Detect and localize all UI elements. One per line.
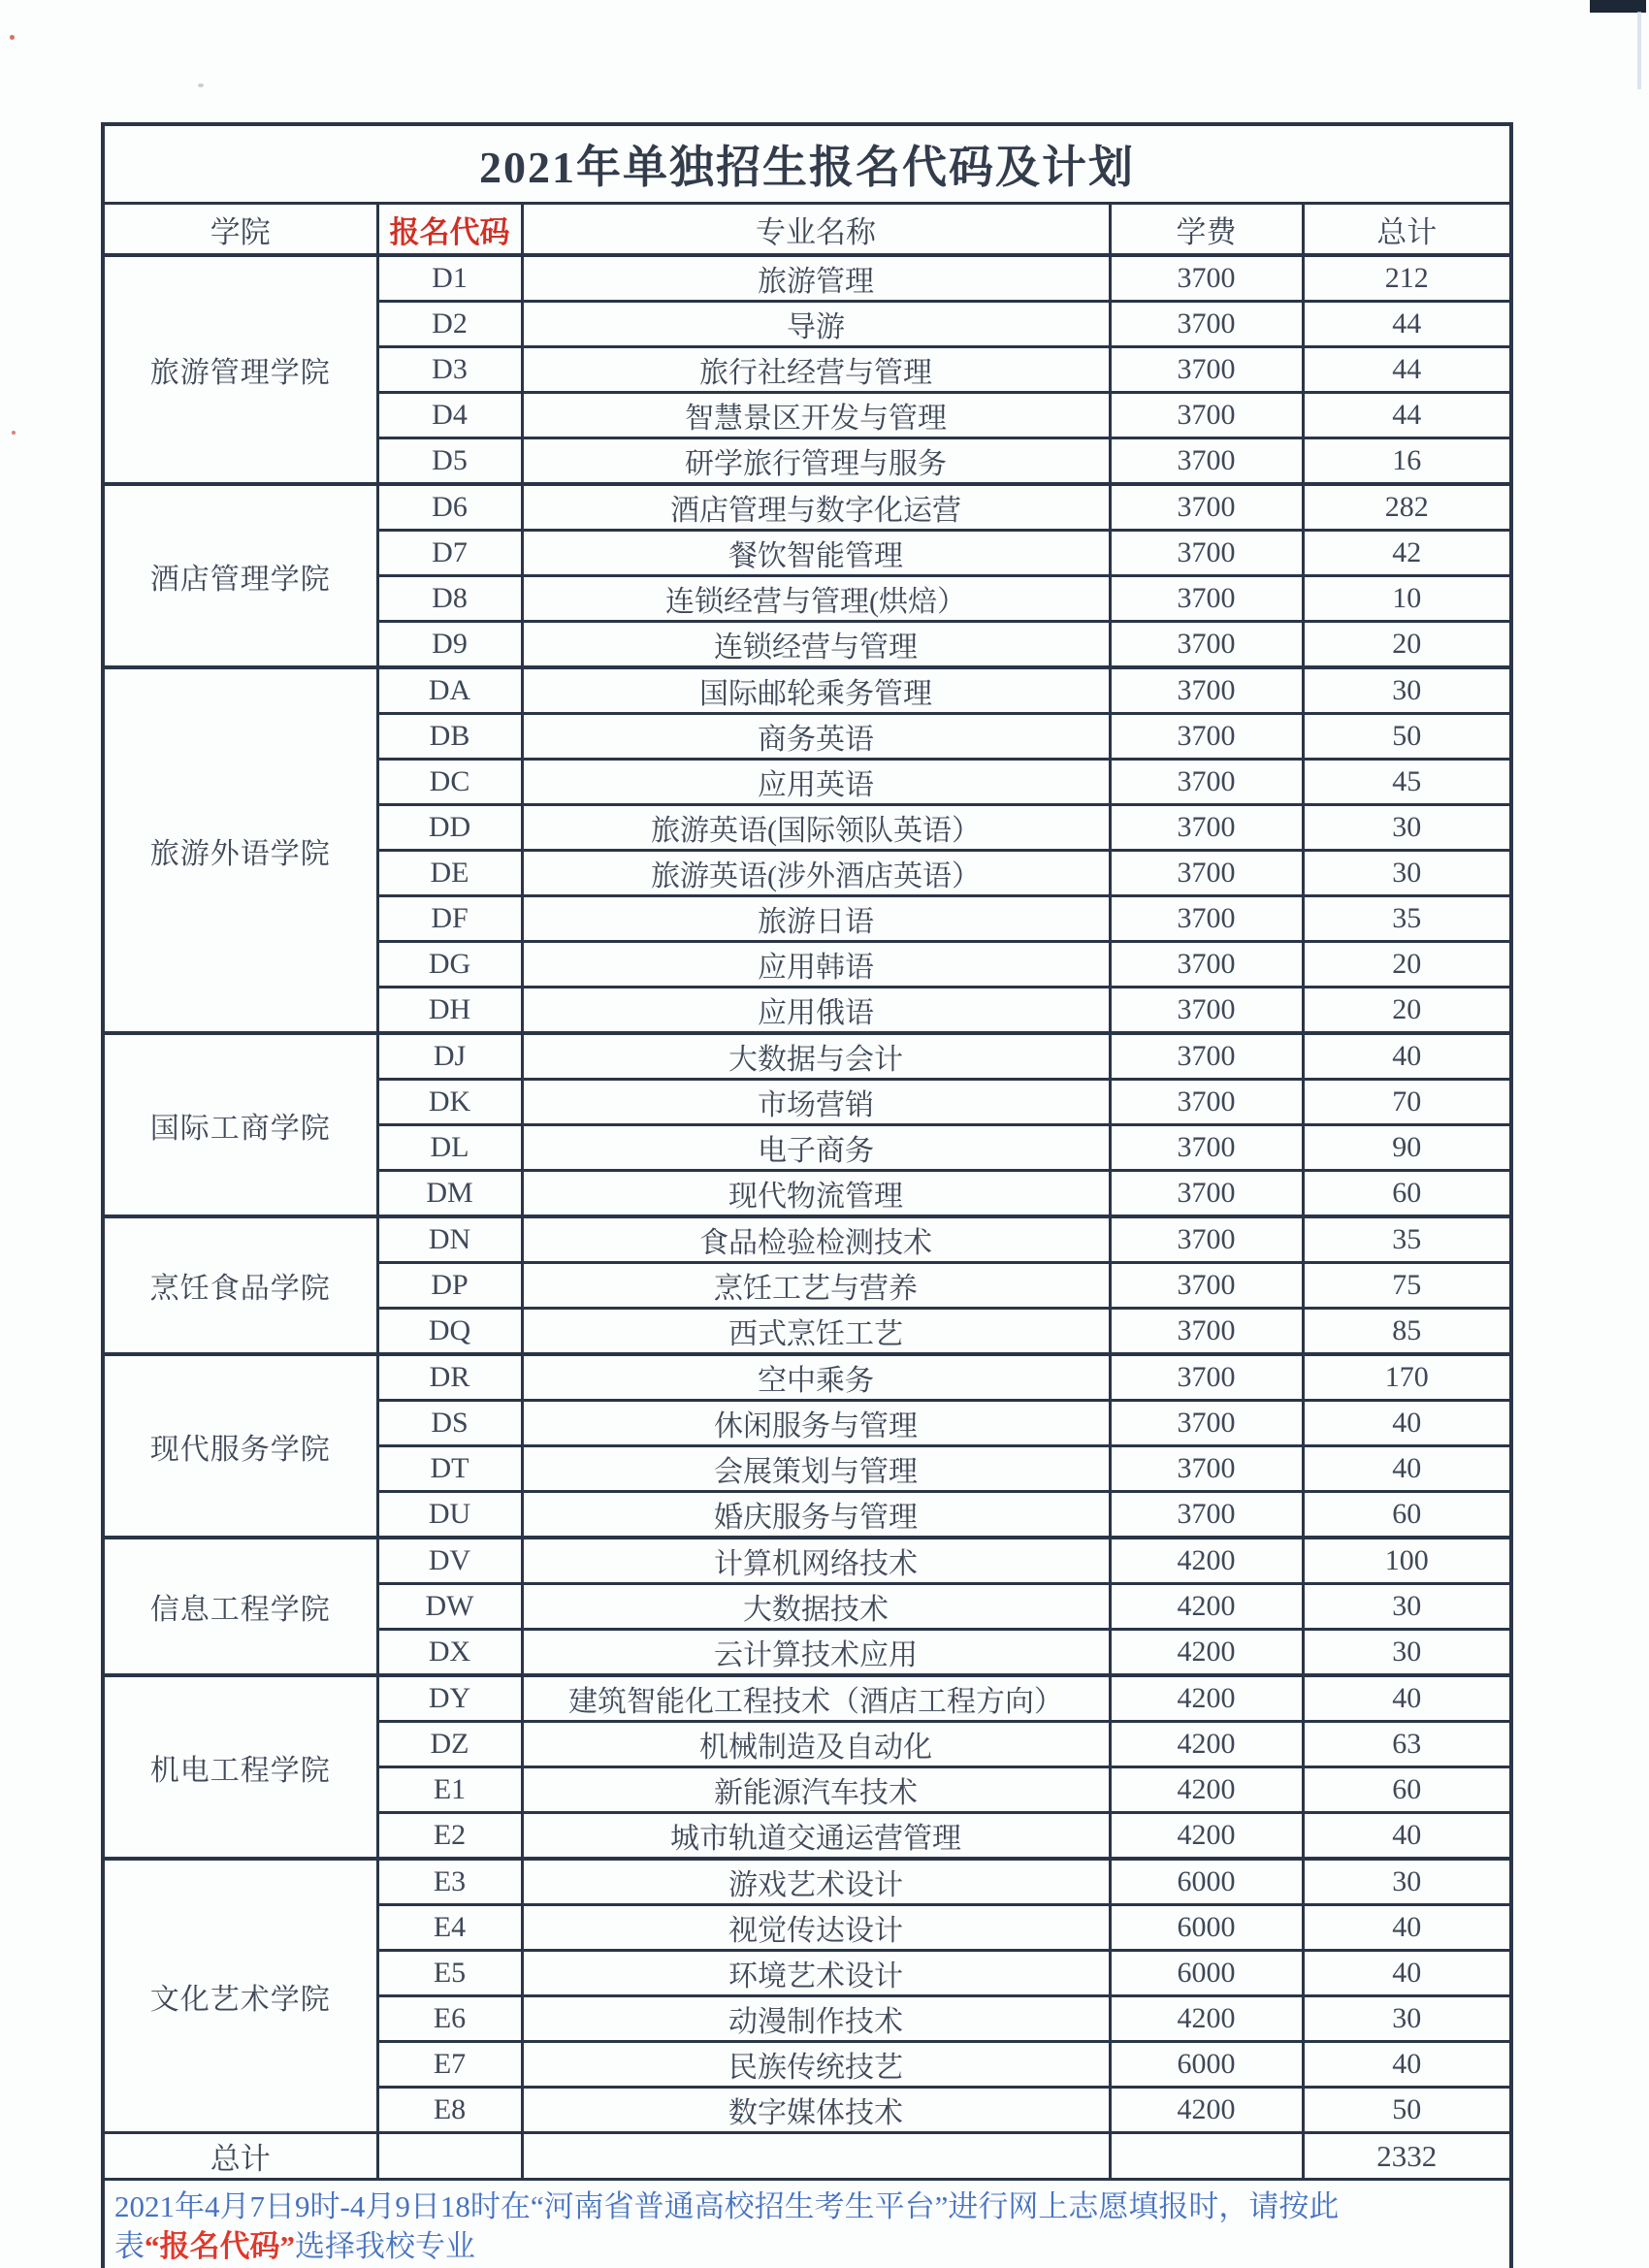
page-title: 2021年单独招生报名代码及计划	[103, 124, 1511, 204]
tuition-cell: 3700	[1110, 942, 1303, 988]
major-cell: 西式烹饪工艺	[522, 1309, 1110, 1355]
header-row	[103, 204, 1511, 256]
major-cell: 旅游英语(国际领队英语）	[522, 805, 1110, 851]
major-cell: 旅游英语(涉外酒店英语）	[522, 851, 1110, 896]
code-cell: DQ	[377, 1309, 522, 1355]
plan-cell: 60	[1303, 1492, 1511, 1539]
tuition-cell: 6000	[1110, 1905, 1303, 1951]
tuition-cell: 3700	[1110, 255, 1303, 302]
plan-cell: 212	[1303, 255, 1511, 302]
column-header-major: 专业名称	[522, 204, 1110, 256]
plan-cell: 30	[1303, 805, 1511, 851]
code-cell: DT	[377, 1446, 522, 1492]
tuition-cell: 3700	[1110, 1446, 1303, 1492]
college-cell: 文化艺术学院	[103, 1859, 377, 2133]
note-line2-prefix: 表	[114, 2229, 145, 2263]
tuition-cell: 3700	[1110, 1171, 1303, 1217]
code-cell: E1	[377, 1767, 522, 1813]
tuition-cell: 4200	[1110, 1630, 1303, 1676]
major-cell: 食品检验检测技术	[522, 1216, 1110, 1263]
tuition-cell: 6000	[1110, 1859, 1303, 1905]
column-header-total: 总计	[1303, 204, 1511, 256]
tuition-cell: 6000	[1110, 1951, 1303, 1996]
college-cell: 烹饪食品学院	[103, 1216, 377, 1354]
major-cell: 国际邮轮乘务管理	[522, 667, 1110, 714]
tuition-cell: 3700	[1110, 1354, 1303, 1401]
plan-cell: 20	[1303, 988, 1511, 1034]
college-cell: 现代服务学院	[103, 1354, 377, 1538]
code-cell: DS	[377, 1401, 522, 1446]
tuition-cell: 6000	[1110, 2042, 1303, 2088]
code-cell: DC	[377, 760, 522, 805]
table-row	[103, 1216, 1511, 1263]
major-cell: 电子商务	[522, 1125, 1110, 1171]
summary-total-value: 2332	[1303, 2133, 1511, 2180]
plan-cell: 40	[1303, 1951, 1511, 1996]
tuition-cell: 4200	[1110, 1996, 1303, 2042]
code-cell: D8	[377, 576, 522, 622]
plan-cell: 30	[1303, 851, 1511, 896]
code-cell: DY	[377, 1675, 522, 1722]
plan-cell: 90	[1303, 1125, 1511, 1171]
code-cell: E6	[377, 1996, 522, 2042]
tuition-cell: 4200	[1110, 2088, 1303, 2133]
tuition-cell: 3700	[1110, 988, 1303, 1034]
code-cell: E3	[377, 1859, 522, 1905]
title-row	[103, 124, 1511, 204]
code-cell: D7	[377, 531, 522, 576]
major-cell: 游戏艺术设计	[522, 1859, 1110, 1905]
tuition-cell: 3700	[1110, 805, 1303, 851]
major-cell: 应用英语	[522, 760, 1110, 805]
tuition-cell: 3700	[1110, 302, 1303, 347]
code-cell: DX	[377, 1630, 522, 1676]
plan-cell: 100	[1303, 1538, 1511, 1584]
major-cell: 智慧景区开发与管理	[522, 393, 1110, 438]
major-cell: 旅游日语	[522, 896, 1110, 942]
plan-cell: 40	[1303, 1675, 1511, 1722]
tuition-cell: 3700	[1110, 576, 1303, 622]
tuition-cell: 3700	[1110, 531, 1303, 576]
plan-cell: 50	[1303, 2088, 1511, 2133]
note-row	[103, 2180, 1511, 2268]
plan-cell: 35	[1303, 1216, 1511, 1263]
code-cell: DB	[377, 714, 522, 760]
plan-cell: 85	[1303, 1309, 1511, 1355]
plan-cell: 40	[1303, 1446, 1511, 1492]
plan-cell: 42	[1303, 531, 1511, 576]
table-row	[103, 1354, 1511, 1401]
summary-empty-major	[522, 2133, 1110, 2180]
plan-cell: 30	[1303, 667, 1511, 714]
code-cell: D5	[377, 438, 522, 485]
plan-cell: 20	[1303, 942, 1511, 988]
summary-label: 总计	[103, 2133, 377, 2180]
tuition-cell: 4200	[1110, 1538, 1303, 1584]
note-line-2	[114, 2226, 1500, 2266]
major-cell: 旅游管理	[522, 255, 1110, 302]
code-cell: E4	[377, 1905, 522, 1951]
code-cell: DE	[377, 851, 522, 896]
plan-cell: 63	[1303, 1722, 1511, 1767]
code-cell: DF	[377, 896, 522, 942]
tuition-cell: 3700	[1110, 667, 1303, 714]
major-cell: 应用俄语	[522, 988, 1110, 1034]
plan-cell: 16	[1303, 438, 1511, 485]
note-highlight-code: “报名代码”	[145, 2229, 295, 2263]
tuition-cell: 3700	[1110, 438, 1303, 485]
scan-artifact-speck	[12, 431, 16, 435]
summary-empty-tuition	[1110, 2133, 1303, 2180]
major-cell: 大数据与会计	[522, 1033, 1110, 1080]
table-row	[103, 484, 1511, 531]
college-cell: 旅游外语学院	[103, 667, 377, 1033]
code-cell: DA	[377, 667, 522, 714]
code-cell: D3	[377, 347, 522, 393]
major-cell: 云计算技术应用	[522, 1630, 1110, 1676]
code-cell: DV	[377, 1538, 522, 1584]
tuition-cell: 3700	[1110, 851, 1303, 896]
note-cell	[103, 2180, 1511, 2268]
major-cell: 民族传统技艺	[522, 2042, 1110, 2088]
major-cell: 商务英语	[522, 714, 1110, 760]
code-cell: DP	[377, 1263, 522, 1309]
table-body	[103, 255, 1511, 2133]
table-row	[103, 1538, 1511, 1584]
major-cell: 新能源汽车技术	[522, 1767, 1110, 1813]
code-cell: E7	[377, 2042, 522, 2088]
code-cell: DZ	[377, 1722, 522, 1767]
major-cell: 休闲服务与管理	[522, 1401, 1110, 1446]
plan-cell: 40	[1303, 2042, 1511, 2088]
plan-cell: 60	[1303, 1171, 1511, 1217]
major-cell: 连锁经营与管理(烘焙）	[522, 576, 1110, 622]
code-cell: DW	[377, 1584, 522, 1630]
major-cell: 导游	[522, 302, 1110, 347]
plan-cell: 30	[1303, 1859, 1511, 1905]
plan-cell: 60	[1303, 1767, 1511, 1813]
plan-cell: 44	[1303, 302, 1511, 347]
plan-cell: 40	[1303, 1401, 1511, 1446]
plan-cell: 75	[1303, 1263, 1511, 1309]
tuition-cell: 4200	[1110, 1584, 1303, 1630]
code-cell: D6	[377, 484, 522, 531]
tuition-cell: 3700	[1110, 393, 1303, 438]
plan-cell: 44	[1303, 347, 1511, 393]
major-cell: 大数据技术	[522, 1584, 1110, 1630]
summary-row	[103, 2133, 1511, 2180]
major-cell: 建筑智能化工程技术（酒店工程方向）	[522, 1675, 1110, 1722]
note-line-1: 2021年4月7日9时-4月9日18时在“河南省普通高校招生考生平台”进行网上志愿填报时，请按此	[114, 2189, 1340, 2223]
tuition-cell: 3700	[1110, 1492, 1303, 1539]
code-cell: DM	[377, 1171, 522, 1217]
tuition-cell: 3700	[1110, 347, 1303, 393]
table-row	[103, 1675, 1511, 1722]
tuition-cell: 3700	[1110, 484, 1303, 531]
college-cell: 国际工商学院	[103, 1033, 377, 1216]
code-cell: DD	[377, 805, 522, 851]
major-cell: 婚庆服务与管理	[522, 1492, 1110, 1539]
tuition-cell: 3700	[1110, 714, 1303, 760]
major-cell: 现代物流管理	[522, 1171, 1110, 1217]
plan-cell: 35	[1303, 896, 1511, 942]
plan-cell: 30	[1303, 1584, 1511, 1630]
plan-cell: 50	[1303, 714, 1511, 760]
plan-cell: 170	[1303, 1354, 1511, 1401]
major-cell: 烹饪工艺与营养	[522, 1263, 1110, 1309]
tuition-cell: 3700	[1110, 1309, 1303, 1355]
tuition-cell: 3700	[1110, 1401, 1303, 1446]
major-cell: 旅行社经营与管理	[522, 347, 1110, 393]
code-cell: DR	[377, 1354, 522, 1401]
major-cell: 机械制造及自动化	[522, 1722, 1110, 1767]
scan-artifact-streak	[1637, 12, 1641, 89]
code-cell: D1	[377, 255, 522, 302]
tuition-cell: 3700	[1110, 760, 1303, 805]
code-cell: D9	[377, 622, 522, 668]
code-cell: DU	[377, 1492, 522, 1539]
code-cell: DH	[377, 988, 522, 1034]
major-cell: 城市轨道交通运营管理	[522, 1813, 1110, 1860]
major-cell: 会展策划与管理	[522, 1446, 1110, 1492]
code-cell: DN	[377, 1216, 522, 1263]
tuition-cell: 3700	[1110, 1033, 1303, 1080]
note-line2-suffix: 选择我校专业	[295, 2229, 475, 2263]
plan-cell: 40	[1303, 1033, 1511, 1080]
tuition-cell: 4200	[1110, 1722, 1303, 1767]
college-cell: 酒店管理学院	[103, 484, 377, 667]
code-cell: DK	[377, 1080, 522, 1125]
major-cell: 环境艺术设计	[522, 1951, 1110, 1996]
major-cell: 数字媒体技术	[522, 2088, 1110, 2133]
major-cell: 视觉传达设计	[522, 1905, 1110, 1951]
plan-cell: 30	[1303, 1996, 1511, 2042]
code-cell: D4	[377, 393, 522, 438]
tuition-cell: 3700	[1110, 1125, 1303, 1171]
plan-cell: 70	[1303, 1080, 1511, 1125]
major-cell: 空中乘务	[522, 1354, 1110, 1401]
column-header-tuition: 学费	[1110, 204, 1303, 256]
table-row	[103, 1033, 1511, 1080]
major-cell: 计算机网络技术	[522, 1538, 1110, 1584]
summary-empty-code	[377, 2133, 522, 2180]
plan-cell: 45	[1303, 760, 1511, 805]
table-row	[103, 1859, 1511, 1905]
tuition-cell: 3700	[1110, 1263, 1303, 1309]
plan-cell: 282	[1303, 484, 1511, 531]
scan-artifact-speck	[10, 35, 15, 40]
code-cell: DJ	[377, 1033, 522, 1080]
tuition-cell: 3700	[1110, 622, 1303, 668]
code-cell: E8	[377, 2088, 522, 2133]
college-cell: 旅游管理学院	[103, 255, 377, 484]
major-cell: 应用韩语	[522, 942, 1110, 988]
college-cell: 信息工程学院	[103, 1538, 377, 1675]
plan-cell: 20	[1303, 622, 1511, 668]
tuition-cell: 4200	[1110, 1675, 1303, 1722]
major-cell: 酒店管理与数字化运营	[522, 484, 1110, 531]
major-cell: 餐饮智能管理	[522, 531, 1110, 576]
major-cell: 研学旅行管理与服务	[522, 438, 1110, 485]
enrollment-plan-table	[101, 122, 1513, 2268]
college-cell: 机电工程学院	[103, 1675, 377, 1859]
plan-cell: 44	[1303, 393, 1511, 438]
plan-cell: 30	[1303, 1630, 1511, 1676]
plan-cell: 40	[1303, 1813, 1511, 1860]
tuition-cell: 4200	[1110, 1813, 1303, 1860]
code-cell: DG	[377, 942, 522, 988]
tuition-cell: 4200	[1110, 1767, 1303, 1813]
code-cell: E5	[377, 1951, 522, 1996]
major-cell: 连锁经营与管理	[522, 622, 1110, 668]
table-row	[103, 667, 1511, 714]
code-cell: DL	[377, 1125, 522, 1171]
table-row	[103, 255, 1511, 302]
plan-cell: 40	[1303, 1905, 1511, 1951]
scan-artifact-speck	[198, 83, 204, 87]
code-cell: E2	[377, 1813, 522, 1860]
column-header-code: 报名代码	[377, 204, 522, 256]
tuition-cell: 3700	[1110, 1080, 1303, 1125]
code-cell: D2	[377, 302, 522, 347]
plan-cell: 10	[1303, 576, 1511, 622]
tuition-cell: 3700	[1110, 1216, 1303, 1263]
tuition-cell: 3700	[1110, 896, 1303, 942]
major-cell: 市场营销	[522, 1080, 1110, 1125]
major-cell: 动漫制作技术	[522, 1996, 1110, 2042]
column-header-college: 学院	[103, 204, 377, 256]
